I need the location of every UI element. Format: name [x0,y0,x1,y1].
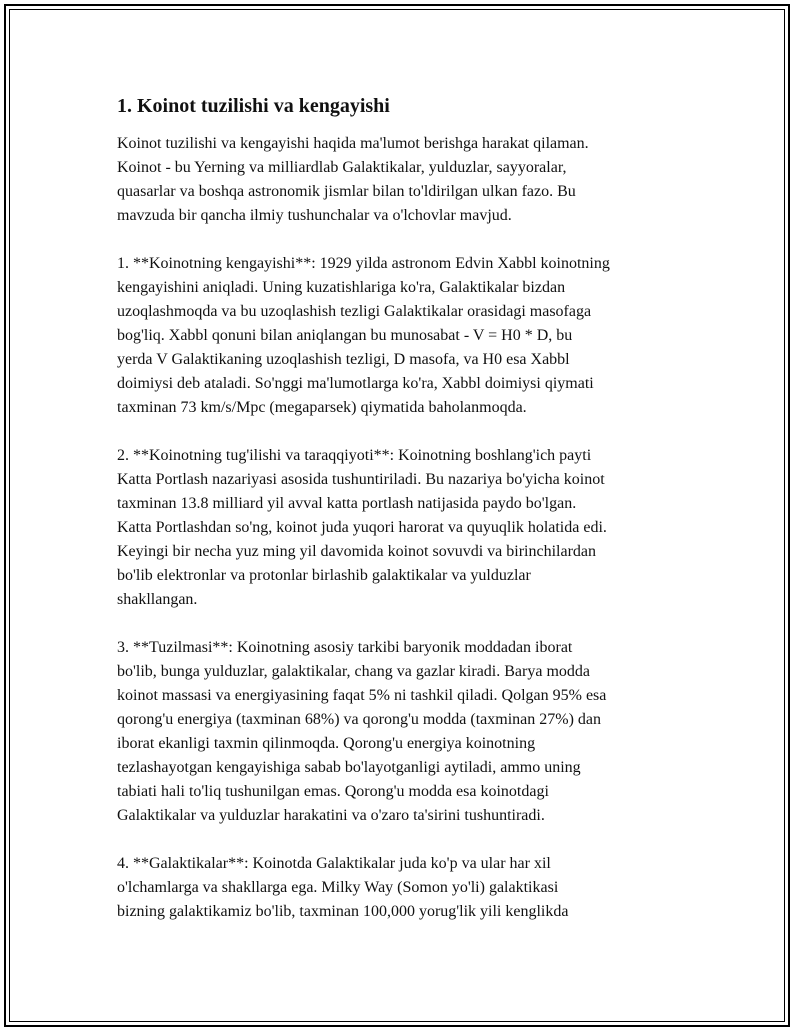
document-body [117,93,697,948]
paragraph-origin: 2. **Koinotning tug'ilishi va taraqqiyoti**: Koinotning boshlang'ich payti Katta Portlash nazariyasi asosida tushuntiriladi. Bu nazariya bo'yicha koinot taxminan 13.8 milliard yil avval katta portlash natijasida paydo bo'lgan. Katta Portlashdan so'ng, koinot juda yuqori harorat va quyuqlik holatida edi. Keyingi bir necha yuz ming yil davomida koinot sovuvdi va birinchilardan bo'lib elektronlar va protonlar birlashib galaktikalar va yulduzlar shakllangan. [117,447,607,608]
paragraph-structure: 3. **Tuzilmasi**: Koinotning asosiy tarkibi baryonik moddadan iborat bo'lib, bunga yulduzlar, galaktikalar, chang va gazlar kiradi. Barya modda koinot massasi va energiyasining faqat 5% ni tashkil qiladi. Qolgan 95% esa qorong'u energiya (taxminan 68%) va qorong'u modda (taxminan 27%) dan iborat ekanligi taxmin qilinmoqda. Qorong'u energiya koinotning tezlashayotgan kengayishiga sabab bo'layotganligi aytiladi, ammo uning tabiati hali to'liq tushunilgan emas. Qorong'u modda esa koinotdagi Galaktikalar va yulduzlar harakatini va o'zaro ta'sirini tushuntiradi. [117,639,607,824]
document-title: 1. Koinot tuzilishi va kengayishi [117,95,390,117]
paragraph-expansion: 1. **Koinotning kengayishi**: 1929 yilda astronom Edvin Xabbl koinotning kengayishini aniqladi. Uning kuzatishlariga ko'ra, Galaktikalar bizdan uzoqlashmoqda va bu uzoqlashish tezligi Galaktikalar orasidagi masofaga bog'liq. Xabbl qonuni bilan aniqlangan bu munosabat - V = H0 * D, bu yerda V Galaktikaning uzoqlashish tezligi, D masofa, va H0 esa Xabbl doimiysi deb ataladi. So'nggi ma'lumotlarga ko'ra, Xabbl doimiysi qiymati taxminan 73 km/s/Mpc (megaparsek) qiymatida baholanmoqda. [117,255,610,416]
paragraph-intro: Koinot tuzilishi va kengayishi haqida ma'lumot berishga harakat qilaman. Koinot - bu Yerning va milliardlab Galaktikalar, yulduzlar, sayyoralar, quasarlar va boshqa astronomik jismlar bilan to'ldirilgan ulkan fazo. Bu mavzuda bir qancha ilmiy tushunchalar va o'lchovlar mavjud. [117,135,589,224]
paragraph-galaxies: 4. **Galaktikalar**: Koinotda Galaktikalar juda ko'p va ular har xil o'lchamlarga va shakllarga ega. Milky Way (Somon yo'li) galaktikasi bizning galaktikamiz bo'lib, taxminan 100,000 yorug'lik yili kenglikda [117,855,569,920]
